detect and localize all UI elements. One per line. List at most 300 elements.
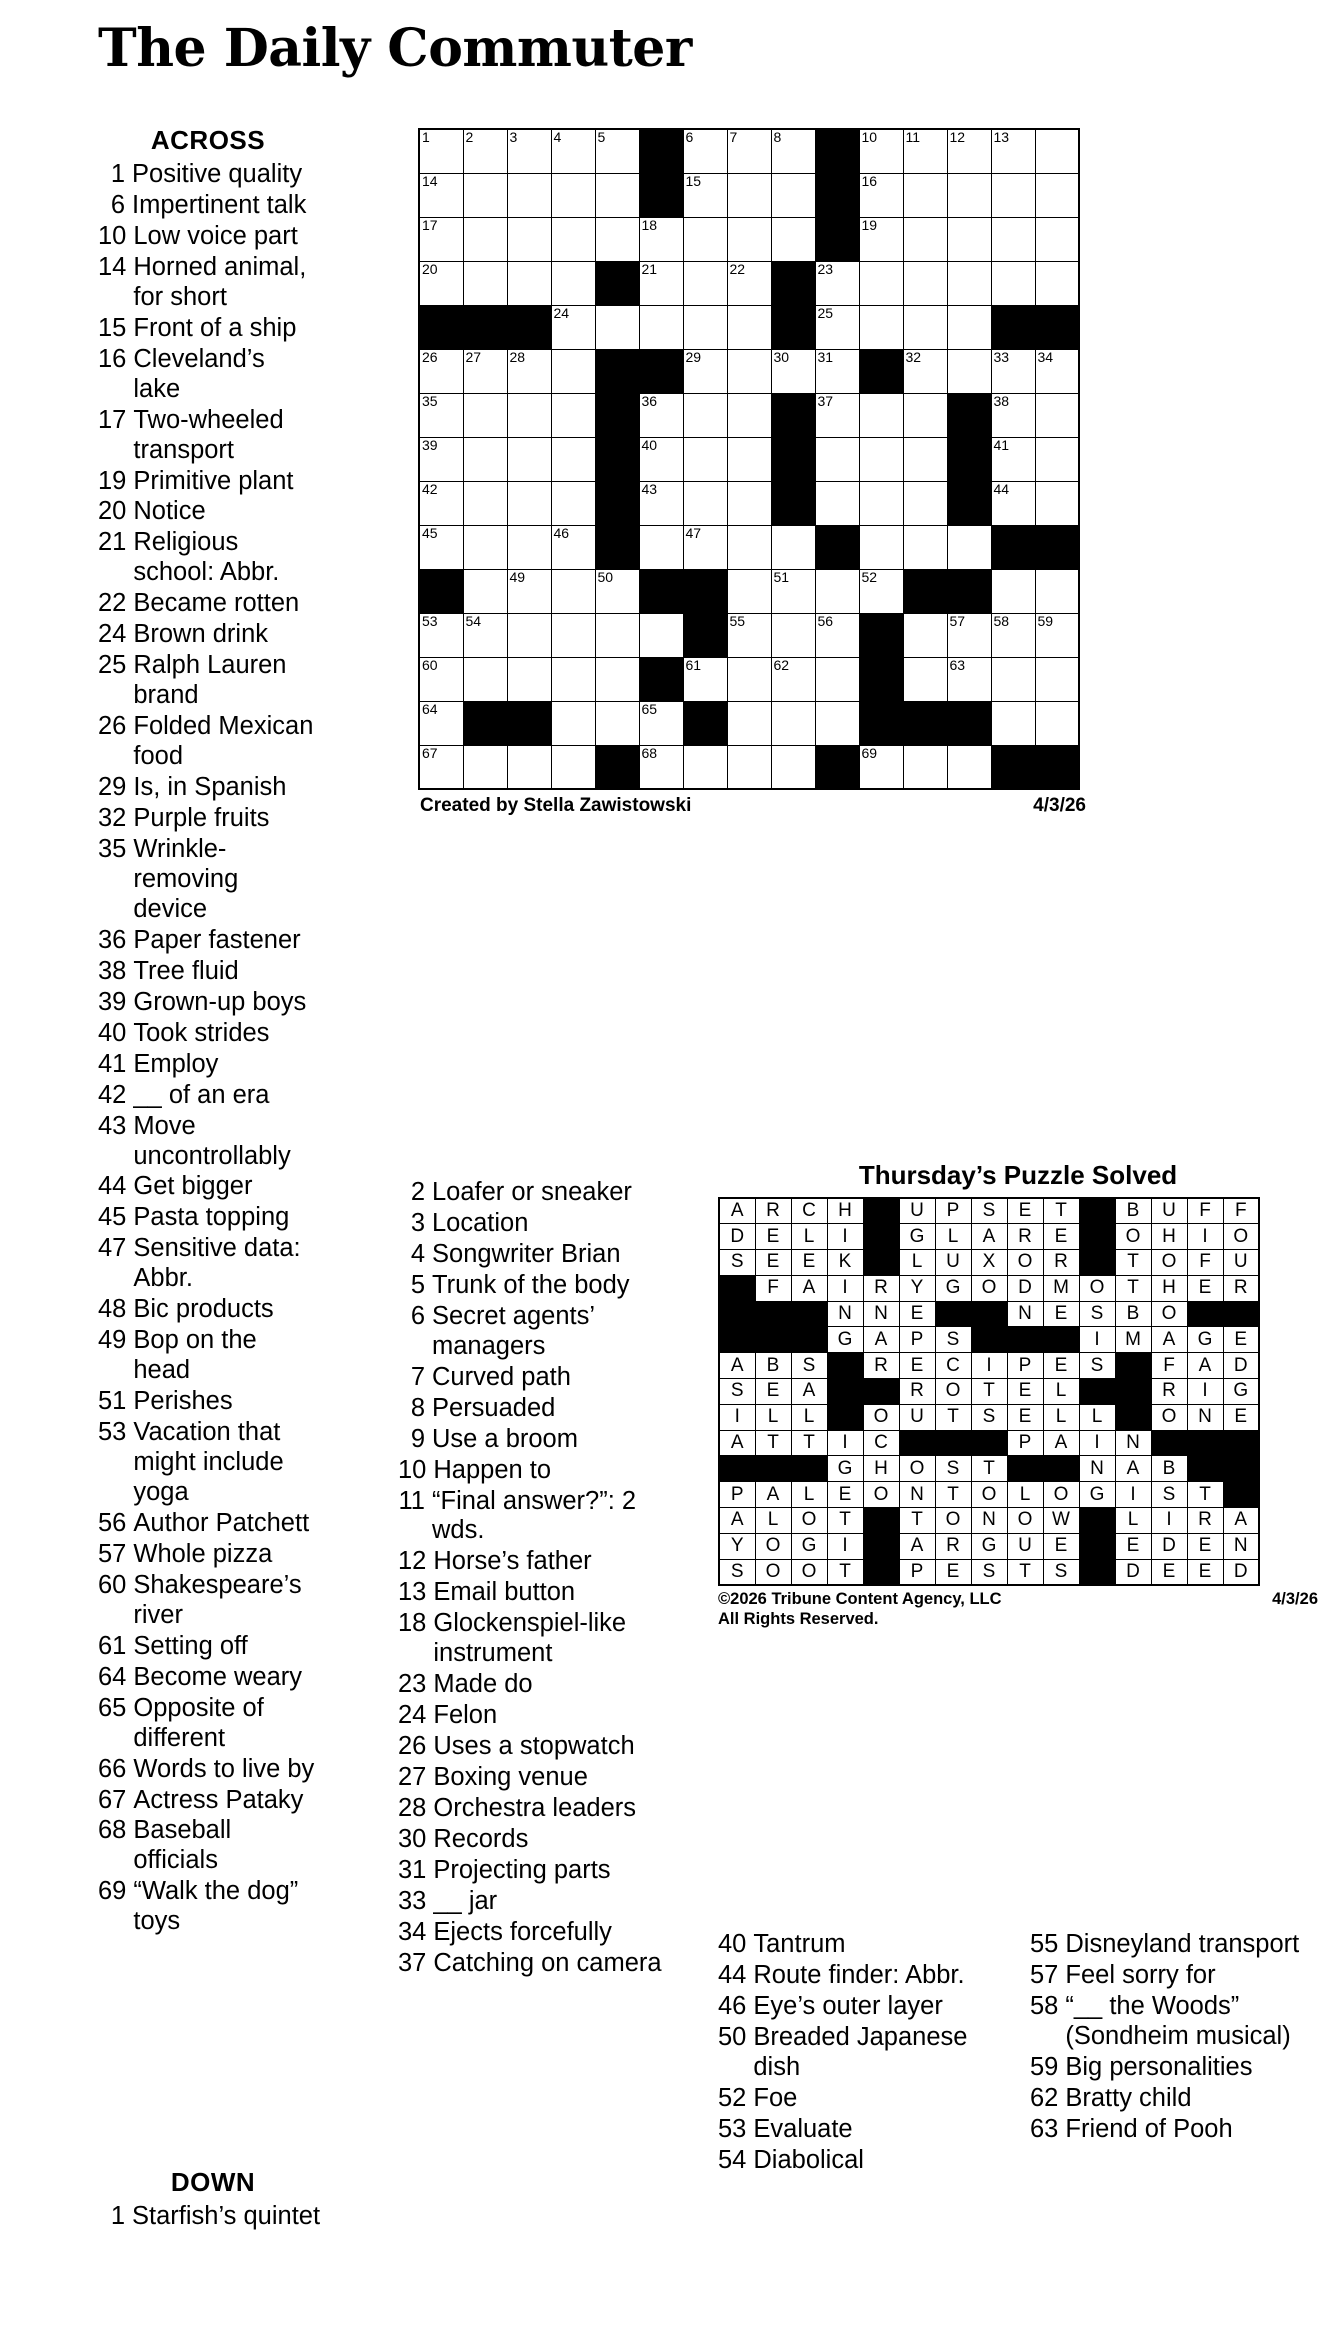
grid-cell[interactable] [463,613,507,657]
grid-cell[interactable] [1035,657,1079,701]
grid-cell[interactable] [815,437,859,481]
grid-cell-number: 54 [465,612,482,629]
grid-cell[interactable] [551,129,595,173]
solution-block-cell [1187,1430,1223,1456]
solution-block-cell [971,1301,1007,1327]
grid-cell[interactable] [551,349,595,393]
grid-cell[interactable] [507,173,551,217]
solution-row [719,1559,1259,1585]
grid-cell[interactable] [463,657,507,701]
clue-number: 6 [410,1301,425,1330]
grid-row [419,437,1079,481]
grid-cell[interactable] [419,613,463,657]
solution-block-cell [1079,1224,1115,1250]
grid-cell[interactable] [859,437,903,481]
grid-cell[interactable] [859,745,903,789]
grid-cell[interactable] [815,261,859,305]
grid-row [419,393,1079,437]
grid-cell[interactable] [551,305,595,349]
grid-cell[interactable] [771,349,815,393]
grid-cell[interactable] [639,481,683,525]
grid-cell[interactable] [991,217,1035,261]
clue-number: 57 [1030,1960,1059,1989]
grid-cell[interactable] [903,129,947,173]
grid-cell[interactable] [551,261,595,305]
grid-cell[interactable] [551,437,595,481]
down-clue [718,2023,988,2083]
across-clue [98,528,318,588]
clue-number: 56 [98,1508,127,1537]
grid-block-cell [1035,305,1079,349]
solution-cell: S [935,1327,971,1353]
grid-block-cell [815,525,859,569]
grid-cell[interactable] [727,481,771,525]
grid-cell[interactable] [595,657,639,701]
grid-cell[interactable] [551,701,595,745]
grid-cell[interactable] [683,349,727,393]
clue-number: 59 [1030,2052,1059,2081]
solution-cell: T [1007,1559,1043,1585]
grid-cell[interactable] [507,569,551,613]
down-column-1 [98,2167,328,2233]
grid-cell[interactable] [859,569,903,613]
grid-cell[interactable] [683,305,727,349]
grid-cell[interactable] [419,129,463,173]
grid-block-cell [991,745,1035,789]
down-clue [398,1302,688,1362]
grid-cell[interactable] [991,613,1035,657]
grid-cell-number: 2 [465,129,474,145]
grid-cell-number: 6 [685,129,694,145]
clue-number: 21 [98,528,127,557]
grid-cell[interactable] [639,701,683,745]
solution-cell: R [935,1533,971,1559]
grid-cell[interactable] [507,657,551,701]
across-clue [98,712,318,772]
clue-number: 16 [98,344,127,373]
grid-cell[interactable] [419,657,463,701]
grid-cell[interactable] [683,173,727,217]
grid-cell[interactable] [771,569,815,613]
clue-number: 66 [98,1754,127,1783]
clue-text: Disneyland transport [1065,1930,1300,1958]
solution-cell: D [1223,1559,1259,1585]
solution-cell: B [1115,1301,1151,1327]
grid-cell[interactable] [991,349,1035,393]
grid-cell[interactable] [903,525,947,569]
grid-cell[interactable] [595,569,639,613]
grid-cell[interactable] [683,437,727,481]
grid-cell[interactable] [991,393,1035,437]
grid-cell-number: 49 [509,568,526,585]
grid-cell[interactable] [771,745,815,789]
grid-cell[interactable] [947,305,991,349]
grid-cell[interactable] [947,173,991,217]
grid-cell[interactable] [815,393,859,437]
grid-cell[interactable] [639,613,683,657]
clue-number: 26 [398,1732,427,1761]
grid-cell[interactable] [1035,437,1079,481]
grid-cell-number: 12 [949,129,966,145]
solution-cell: E [899,1301,935,1327]
grid-cell-number: 40 [641,436,658,453]
solution-cell: O [971,1482,1007,1508]
grid-cell[interactable] [727,701,771,745]
grid-cell[interactable] [463,437,507,481]
clue-text: Author Patchett [133,1508,310,1537]
grid-block-cell [1035,745,1079,789]
solution-block-cell [1223,1301,1259,1327]
solution-block-cell [1115,1379,1151,1405]
across-clue [98,1632,318,1662]
solution-cell: G [827,1456,863,1482]
across-clue [98,1877,318,1937]
grid-cell[interactable] [507,393,551,437]
grid-cell[interactable] [991,481,1035,525]
solution-cell: H [1151,1224,1187,1250]
across-clue [98,651,318,711]
crossword-grid[interactable] [418,128,1080,790]
solution-cell: T [1043,1198,1079,1224]
grid-cell[interactable] [991,173,1035,217]
solution-block-cell [863,1379,899,1405]
grid-cell[interactable] [903,745,947,789]
grid-cell[interactable] [859,393,903,437]
crossword-grid-container[interactable] [418,128,1088,817]
grid-cell[interactable] [727,657,771,701]
grid-cell[interactable] [991,261,1035,305]
grid-cell[interactable] [903,305,947,349]
grid-cell[interactable] [463,569,507,613]
down-clue [398,1825,688,1855]
grid-cell[interactable] [815,305,859,349]
grid-cell[interactable] [551,569,595,613]
grid-cell[interactable] [551,657,595,701]
grid-block-cell [859,701,903,745]
grid-cell[interactable] [771,525,815,569]
grid-cell[interactable] [947,349,991,393]
solution-block-cell [1079,1198,1115,1224]
solution-cell: H [1151,1275,1187,1301]
grid-cell[interactable] [859,305,903,349]
grid-cell[interactable] [595,217,639,261]
grid-cell[interactable] [903,657,947,701]
grid-cell[interactable] [727,173,771,217]
grid-cell[interactable] [507,613,551,657]
grid-cell[interactable] [903,349,947,393]
grid-cell[interactable] [859,173,903,217]
grid-cell[interactable] [815,569,859,613]
grid-cell[interactable] [727,569,771,613]
grid-block-cell [947,393,991,437]
grid-cell[interactable] [1035,393,1079,437]
grid-cell[interactable] [639,305,683,349]
grid-cell[interactable] [507,437,551,481]
grid-cell[interactable] [419,701,463,745]
clue-text: Persuaded [432,1393,556,1422]
grid-cell[interactable] [551,481,595,525]
grid-cell[interactable] [551,393,595,437]
grid-cell[interactable] [1035,701,1079,745]
grid-cell[interactable] [1035,217,1079,261]
grid-cell[interactable] [771,217,815,261]
grid-cell[interactable] [419,217,463,261]
solution-cell: A [1187,1353,1223,1379]
grid-cell[interactable] [815,481,859,525]
grid-cell[interactable] [639,525,683,569]
clue-number: 11 [398,1486,425,1515]
grid-cell[interactable] [419,481,463,525]
grid-cell-number: 38 [993,392,1010,409]
grid-cell[interactable] [991,129,1035,173]
clue-text: Words to live by [133,1754,315,1783]
grid-cell[interactable] [507,349,551,393]
grid-cell[interactable] [991,569,1035,613]
grid-cell[interactable] [947,525,991,569]
grid-cell[interactable] [1035,349,1079,393]
credit-author: Created by Stella Zawistowski [420,795,692,816]
grid-cell[interactable] [1035,481,1079,525]
grid-cell-number: 69 [861,744,878,761]
grid-cell[interactable] [859,261,903,305]
grid-cell[interactable] [683,217,727,261]
clue-number: 22 [98,589,127,618]
grid-cell[interactable] [903,261,947,305]
solution-block-cell [827,1404,863,1430]
down-clue [398,1670,688,1700]
grid-cell[interactable] [683,393,727,437]
grid-cell[interactable] [639,217,683,261]
grid-cell[interactable] [419,393,463,437]
grid-cell[interactable] [507,217,551,261]
grid-cell-number: 58 [993,612,1010,629]
grid-cell[interactable] [727,525,771,569]
grid-cell[interactable] [595,701,639,745]
grid-cell[interactable] [419,525,463,569]
grid-cell[interactable] [1035,261,1079,305]
grid-cell[interactable] [683,525,727,569]
clue-text: Tree fluid [133,956,239,985]
grid-cell[interactable] [771,173,815,217]
solution-block-cell [755,1456,791,1482]
grid-cell[interactable] [595,305,639,349]
grid-cell[interactable] [903,613,947,657]
grid-cell[interactable] [463,173,507,217]
grid-cell-number: 57 [949,612,966,629]
solution-cell: P [719,1482,755,1508]
solution-cell: U [1007,1533,1043,1559]
clue-number: 10 [398,1455,427,1484]
grid-cell[interactable] [859,481,903,525]
down-clue [718,2084,988,2114]
grid-cell-number: 32 [905,348,922,365]
grid-cell[interactable] [771,613,815,657]
grid-cell[interactable] [419,261,463,305]
grid-cell[interactable] [507,129,551,173]
solution-cell: T [971,1456,1007,1482]
clue-number: 30 [398,1825,427,1854]
grid-cell[interactable] [727,261,771,305]
grid-cell[interactable] [815,657,859,701]
grid-cell[interactable] [463,525,507,569]
grid-cell[interactable] [727,217,771,261]
solution-row [719,1275,1259,1301]
grid-cell[interactable] [551,173,595,217]
solution-row [719,1301,1259,1327]
grid-cell[interactable] [551,745,595,789]
grid-cell[interactable] [947,745,991,789]
grid-cell[interactable] [771,657,815,701]
clue-number: 44 [718,1960,747,1989]
clue-number: 4 [410,1239,425,1268]
down-clue [398,1271,688,1301]
clue-number: 26 [98,712,127,741]
grid-cell[interactable] [419,349,463,393]
grid-cell[interactable] [727,437,771,481]
grid-cell[interactable] [507,481,551,525]
clue-number: 36 [98,925,127,954]
grid-cell-number: 5 [597,129,606,145]
clue-text: Shakespeare’s river [133,1570,302,1629]
grid-cell[interactable] [419,437,463,481]
clue-text: Location [432,1208,529,1237]
down-column-2 [398,1178,688,1980]
grid-cell[interactable] [463,393,507,437]
grid-cell[interactable] [727,613,771,657]
grid-cell[interactable] [463,349,507,393]
down-clue [398,1578,688,1608]
grid-block-cell [595,525,639,569]
solution-cell: U [935,1250,971,1276]
grid-cell[interactable] [463,745,507,789]
grid-cell[interactable] [947,657,991,701]
grid-cell[interactable] [463,261,507,305]
grid-cell[interactable] [815,613,859,657]
grid-cell-number: 4 [553,129,562,145]
grid-cell[interactable] [903,481,947,525]
down-clue [1030,2084,1320,2114]
grid-cell[interactable] [903,217,947,261]
grid-cell[interactable] [463,217,507,261]
clue-text: “Final answer?”: 2 wds. [432,1486,637,1545]
solution-cell: N [1079,1456,1115,1482]
solution-cell: A [755,1482,791,1508]
grid-cell[interactable] [595,129,639,173]
grid-cell[interactable] [683,261,727,305]
grid-cell[interactable] [683,745,727,789]
grid-cell-number: 59 [1037,612,1054,629]
solution-cell: E [755,1250,791,1276]
solution-cell: T [1187,1482,1223,1508]
grid-cell[interactable] [551,525,595,569]
grid-cell[interactable] [595,613,639,657]
grid-cell[interactable] [947,217,991,261]
grid-cell[interactable] [507,745,551,789]
grid-cell[interactable] [507,525,551,569]
grid-cell[interactable] [947,261,991,305]
grid-cell[interactable] [727,745,771,789]
grid-cell[interactable] [551,613,595,657]
grid-cell[interactable] [991,437,1035,481]
grid-cell[interactable] [507,261,551,305]
grid-cell[interactable] [639,261,683,305]
solution-cell: A [719,1430,755,1456]
clue-number: 5 [410,1270,425,1299]
grid-cell[interactable] [463,129,507,173]
solution-cell: S [1079,1301,1115,1327]
grid-cell[interactable] [1035,173,1079,217]
solution-row [719,1198,1259,1224]
grid-cell[interactable] [991,657,1035,701]
grid-cell[interactable] [859,217,903,261]
grid-cell[interactable] [639,745,683,789]
across-column [98,125,318,1938]
grid-cell[interactable] [727,129,771,173]
grid-cell[interactable] [815,701,859,745]
grid-block-cell [815,173,859,217]
grid-cell[interactable] [859,525,903,569]
grid-block-cell [463,305,507,349]
solution-cell: S [1151,1482,1187,1508]
grid-cell[interactable] [1035,129,1079,173]
grid-cell[interactable] [859,129,903,173]
grid-cell[interactable] [727,393,771,437]
clue-text: Became rotten [133,589,300,618]
grid-cell[interactable] [1035,613,1079,657]
across-clue [98,957,318,987]
grid-cell[interactable] [771,701,815,745]
clue-number: 15 [98,313,127,342]
grid-cell[interactable] [771,129,815,173]
grid-cell[interactable] [639,393,683,437]
grid-cell[interactable] [419,173,463,217]
grid-cell[interactable] [727,305,771,349]
grid-cell[interactable] [551,217,595,261]
grid-cell[interactable] [683,657,727,701]
grid-block-cell [683,701,727,745]
clue-text: Route finder: Abbr. [753,1960,965,1989]
solution-block-cell [719,1456,755,1482]
grid-cell[interactable] [903,393,947,437]
grid-cell-number: 25 [817,304,834,321]
grid-cell[interactable] [1035,569,1079,613]
grid-cell[interactable] [815,349,859,393]
grid-block-cell [639,657,683,701]
across-clue [98,1172,318,1202]
grid-cell[interactable] [947,129,991,173]
grid-credit [418,795,1088,817]
solution-cell: E [1007,1379,1043,1405]
grid-cell[interactable] [991,701,1035,745]
grid-cell[interactable] [903,437,947,481]
grid-cell[interactable] [947,613,991,657]
grid-cell[interactable] [595,173,639,217]
solution-cell: E [1151,1559,1187,1585]
grid-cell-number: 39 [422,436,438,453]
grid-cell[interactable] [463,481,507,525]
grid-cell[interactable] [683,129,727,173]
grid-cell[interactable] [419,745,463,789]
grid-cell[interactable] [727,349,771,393]
solution-cell: A [719,1198,755,1224]
grid-block-cell [1035,525,1079,569]
grid-cell[interactable] [903,173,947,217]
clue-number: 64 [98,1662,127,1691]
grid-cell[interactable] [639,437,683,481]
grid-cell[interactable] [683,481,727,525]
clue-text: Primitive plant [133,466,294,495]
clue-text: Two-wheeled transport [133,405,284,464]
